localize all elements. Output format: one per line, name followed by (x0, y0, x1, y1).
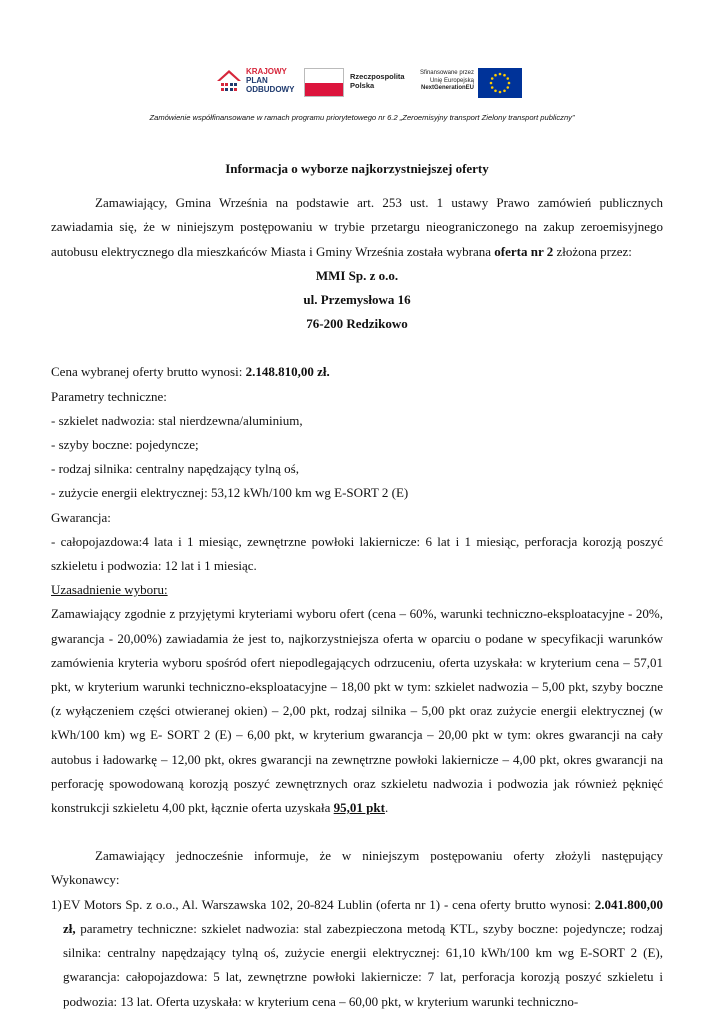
logo-bar (0, 66, 724, 102)
list-item-price: 2.041.800,00 zł, (63, 896, 663, 936)
offer-number: oferta nr 2 (494, 243, 554, 259)
kpo-mark-icon (216, 69, 242, 95)
poland-line-1: Rzeczpospolita (350, 72, 405, 81)
list-item (51, 893, 663, 1014)
intro-paragraph (51, 191, 663, 264)
eu-line-2: Unię Europejską (429, 77, 474, 84)
poland-flag-icon (304, 68, 344, 97)
winner-street: ul. Przemysłowa 16 (303, 292, 411, 308)
list-item-body (63, 893, 663, 1014)
winner-city: 76-200 Redzikowo (306, 316, 408, 332)
kpo-text (246, 67, 294, 94)
intro-text: Zamawiający, Gmina Września na podstawie art. 253 ust. 1 ustawy Prawo zamówień publicznych zawiadamia się, że w niniejszym postępowaniu w trybie przetargu nieograniczonego na zakup zeroemisyjnego autobusu elektrycznego dla mieszkańców Miasta i Gminy Września została wybrana (51, 195, 663, 259)
warranty-text: - całopojazdowa:4 lata i 1 miesiąc, zewnętrzne powłoki lakiernicze: 6 lat i 1 miesiąc, perforacja korozją poszyć szkieletu i podwozia: 12 lat i 1 miesiąc. (51, 533, 663, 574)
price-label: Cena wybranej oferty brutto wynosi: (51, 364, 246, 380)
param-item: - szyby boczne: pojedyncze; (51, 437, 199, 453)
kpo-line-1: KRAJOWY (246, 67, 287, 76)
eu-text (412, 70, 474, 93)
eu-flag-icon (478, 68, 522, 98)
total-score: 95,01 pkt (333, 800, 385, 816)
price-line (51, 360, 663, 384)
param-item: - szkielet nadwozia: stal nierdzewna/aluminium, (51, 412, 303, 428)
poland-text (350, 72, 405, 90)
kpo-line-2: PLAN (246, 76, 268, 85)
cofinancing-note: Zamówienie współfinansowane w ramach programu priorytetowego nr 6.2 „Zeroemisyjny transport Zielony transport publiczny” (149, 113, 575, 122)
list-item-text: EV Motors Sp. z o.o., Al. Warszawska 102, 20-824 Lublin (oferta nr 1) - cena oferty brutto wynosi: (63, 896, 595, 912)
eu-line-1: Sfinansowane przez (419, 70, 474, 76)
document-title: Informacja o wyborze najkorzystniejszej oferty (225, 161, 489, 176)
justification-end: . (384, 800, 389, 816)
winner-name: MMI Sp. z o.o. (315, 267, 399, 283)
list-item-number: 1) (51, 896, 62, 912)
document-body (51, 147, 663, 1014)
intro-suffix: złożona przez: (553, 243, 632, 259)
list-item-rest: parametry techniczne: szkielet nadwozia: stal zabezpieczona metodą KTL, szyby boczne: pojedyncze; rodzaj silnika: centralny napędzający tylną oś, zużycie energii elektrycznej: 61,10 kWh/100 km wg E-SORT 2 (E), gwarancja: całopojazdowa: 5 lat, zewnętrzne powłoki lakiernicze: 7 lat, perforacja korozją poszyć szkieletu i podwozia: 13 lat. Oferta uzyskała: w kryterium cena – 60,00 pkt, w kryterium warunki techniczno- (63, 920, 663, 1009)
justification-text (51, 602, 663, 820)
price-value: 2.148.810,00 zł. (245, 364, 330, 380)
others-intro: Zamawiający jednocześnie informuje, że w niniejszym postępowaniu oferty złożyli następujący Wykonawcy: (51, 848, 663, 888)
warranty-heading: Gwarancja: (51, 509, 111, 525)
justification-heading: Uzasadnienie wyboru: (51, 582, 168, 598)
eu-line-3: NextGenerationEU (420, 85, 474, 91)
param-item: - rodzaj silnika: centralny napędzający tylną oś, (51, 461, 299, 477)
poland-line-2: Polska (350, 81, 375, 90)
params-heading: Parametry techniczne: (51, 388, 167, 404)
param-item: - zużycie energii elektrycznej: 53,12 kWh/100 km wg E-SORT 2 (E) (51, 485, 409, 501)
kpo-line-3: ODBUDOWY (246, 85, 295, 94)
justification-body: Zamawiający zgodnie z przyjętymi kryteriami wyboru ofert (cena – 60%, warunki techniczno-eksploatacyjne - 20%, gwarancja - 20,00%) zawiadamia że jest to, najkorzystniejsza oferta w oparciu o podane w specyfikacji warunków zamówienia kryteria wyboru spośród ofert niepodlegających odrzuceniu, oferta uzyskała: w kryterium cena – 57,01 pkt, w kryterium warunki techniczno-eksploatacyjne – 18,00 pkt w tym: szkielet nadwozia – 5,00 pkt, szyby boczne (z wyłączeniem części otwieranej okien) – 2,00 pkt, rodzaj silnika – 5,00 pkt oraz zużycie energii elektrycznej (w kWh/100 km) wg E- SORT 2 (E) – 6,00 pkt, w kryterium gwarancja – 20,00 pkt w tym: okres gwarancji na cały autobus i ładowarkę – 12,00 pkt, okres gwarancji na zewnętrzne powłoki lakiernicze – 4,00 pkt, okres gwarancji na perforację spowodowaną korozją poszyć zewnętrznych oraz szkieletu nadwozia i podwozia jak również pęknięć konstrukcji szkieletu 4,00 pkt, łącznie oferta uzyskała (51, 606, 663, 816)
